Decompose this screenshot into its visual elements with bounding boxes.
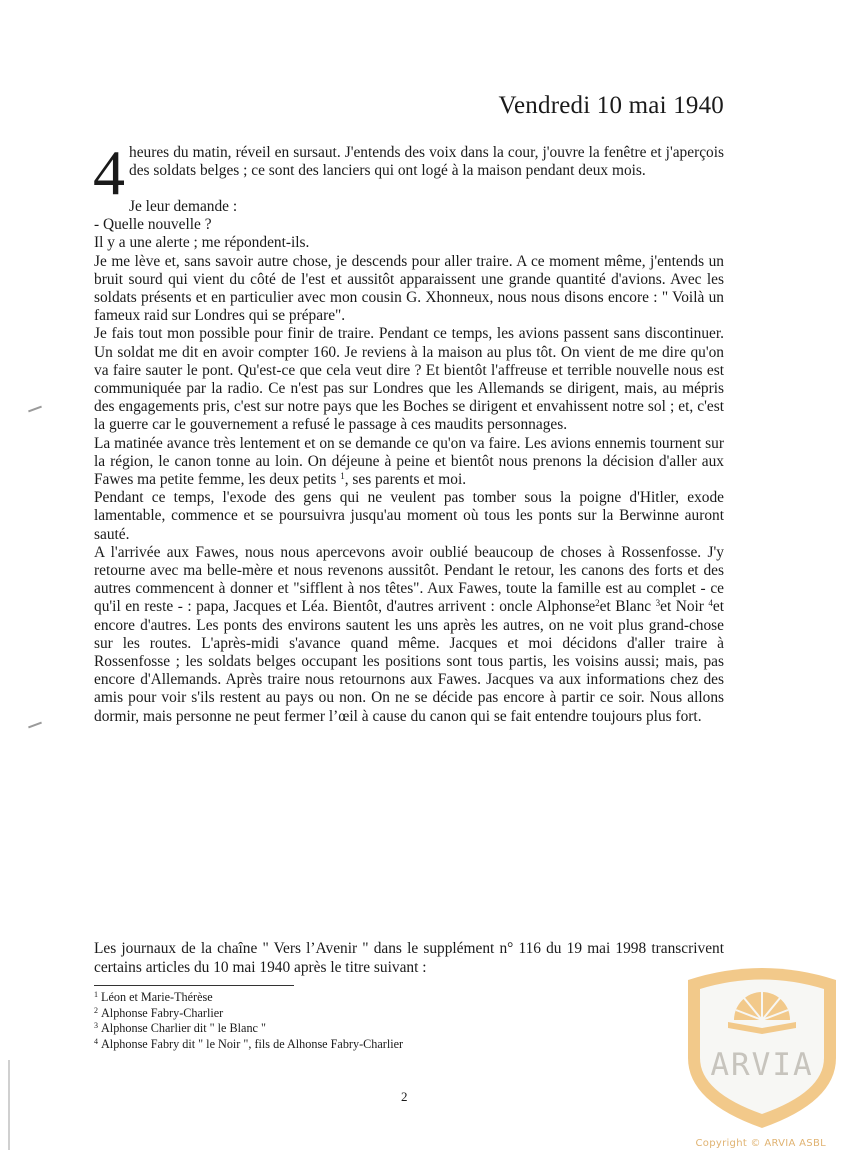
paragraph-2: Je leur demande :	[129, 198, 238, 215]
page-number: 2	[401, 1089, 408, 1104]
paragraph-6: Je fais tout mon possible pour finir de traire. Pendant ce temps, les avions passent sans discontinuer. Un soldat me dit en avoir compter 160. Je reviens à la maison au plus tôt. On vient de me dire qu'on va faire sauter le pont. Qu'est-ce que cela veut dire ? Et bientôt l'affreuse et terrible nouvelle nous est communiquée par la radio. Ce n'est pas sur Londres que les Allemands se dirigent, mais, au mépris des engagements pris, c'est sur notre pays que les Boches se dirigent et envahissent notre sol ; et, c'est la guerre car le gouvernement a refusé le passage à ces maudits personnages.	[94, 325, 724, 434]
footnote-ref-3[interactable]: 3	[655, 598, 661, 609]
logo-wordmark: ARVIA	[710, 1047, 814, 1083]
drop-cap: 4	[93, 137, 125, 208]
footnotes	[94, 990, 594, 1052]
paragraph-8: Pendant ce temps, l'exode des gens qui ne veulent pas tomber sous la poigne d'Hitler, exode lamentable, commence et se poursuivra jusqu'au moment où tous les ponts sur la Berwinne auront sauté.	[94, 489, 724, 543]
footnote-4: $^4$ Alphonse Fabry dit " le Noir ", fils de Alhonse Fabry-Charlier	[94, 1036, 404, 1051]
trailer-paragraph: Les journaux de la chaîne " Vers l’Avenir " dans le supplément n° 116 du 19 mai 1998 transcrivent certains articles du 10 mai 1940 après le titre suivant :	[94, 940, 724, 976]
paragraph-4: Il y a une alerte ; me répondent-ils.	[94, 234, 310, 252]
footnote-3: $^3$ Alphonse Charlier dit " le Blanc "	[94, 1021, 266, 1036]
paragraph-3: - Quelle nouvelle ?	[94, 216, 212, 234]
footnote-ref-4[interactable]: 4	[708, 598, 713, 609]
copyright-notice: Copyright © ARVIA ASBL	[695, 1138, 826, 1149]
footnote-2: $^2$ Alphonse Fabry-Charlier	[94, 1005, 224, 1020]
scan-mark	[28, 406, 42, 413]
page-title: Vendredi 10 mai 1940	[498, 92, 724, 119]
paragraph-9: A l'arrivée aux Fawes, nous nous apercevons avoir oublié beaucoup de choses à Rossenfosse. J'y retourne avec ma belle-mère et nous revenons aussitôt. Pendant le retour, les canons des forts et des autres commencent à donner et "sifflent à nos têtes". Aux Fawes, toute la famille est au complet - ce qu'il en reste - : papa, Jacques et Léa. Bientôt, d'autres arrivent : oncle Alphonse$^2$et Blanc $^3$et Noir $^4$et encore d'autres. Les ponts des environs sautent les uns après les autres, on ne voit plus grand-chose sur les routes. L'après-midi s'avance quand même. Jacques et moi décidons d'aller traire à Rossenfosse ; les soldats belges occupant les positions sont tous partis, les voisins aussi; mais, pas encore d'Allemands. Après traire nous retournons aux Fawes. Jacques va aux informations chez des amis pour voir s'ils restent au pays ou non. On ne se décide pas encore à partir ce soir. Nous allons dormir, mais personne ne peut fermer l’œil à cause du canon qui se fait entendre toujours plus fort.	[94, 543, 725, 725]
scan-mark	[28, 722, 42, 729]
footnote-divider	[94, 985, 294, 986]
scan-edge	[8, 1060, 10, 1150]
paragraph-1: 4 heures du matin, réveil en sursaut. J'entends des voix dans la cour, j'ouvre la fenêtre et j'aperçois des soldats belges ; ce sont des lanciers qui ont logé à la maison pendant deux mois.	[93, 137, 724, 208]
paragraph-5: Je me lève et, sans savoir autre chose, je descends pour aller traire. A ce moment même, j'entends un bruit sourd qui vient du côté de l'est et aussitôt apparaissent une grande quantité d'avions. Avec les soldats présents et en particulier avec mon cousin G. Xhonneux, nous nous disons encore : " Voilà un fameux raid sur Londres qui se prépare".	[94, 252, 724, 325]
diary-text	[93, 137, 725, 726]
footnote-ref-2[interactable]: 2	[595, 598, 600, 609]
footnote-1: $^1$ Léon et Marie-Thérèse	[94, 990, 213, 1004]
arvia-logo	[682, 962, 842, 1132]
footnote-ref-1[interactable]: 1	[340, 471, 345, 482]
paragraph-7: La matinée avance très lentement et on se demande ce qu'on va faire. Les avions ennemis tournent sur la région, le canon tonne au loin. On déjeune à peine et bientôt nous prenons la décision d'aller aux Fawes ma petite femme, les deux petits $^1$, ses parents et moi.	[94, 434, 724, 489]
